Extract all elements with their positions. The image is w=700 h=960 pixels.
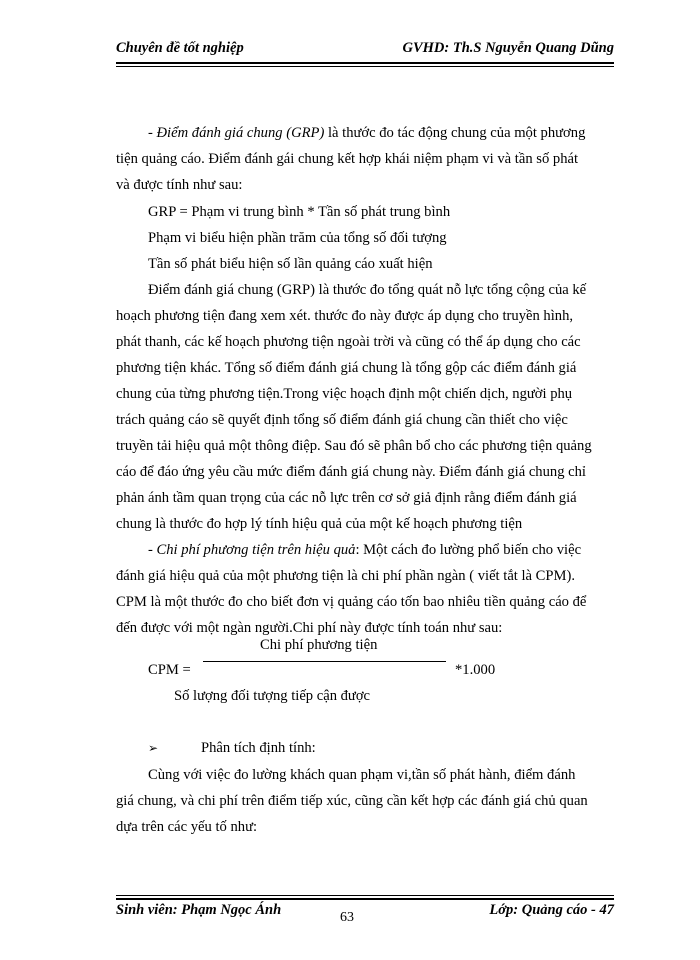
grp-intro-text: là thước đo tác động chung của một phương — [324, 125, 586, 141]
paragraph-line: Điểm đánh giá chung (GRP) là thước đo tổng quát nỗ lực tổng cộng của kế — [148, 282, 587, 298]
qualitative-heading: Phân tích định tính: — [201, 740, 316, 756]
grp-definition-reach: Phạm vi biểu hiện phần trăm của tổng số đối tượng — [148, 230, 447, 246]
formula-numerator: Chi phí phương tiện — [260, 637, 378, 653]
grp-formula: GRP = Phạm vi trung bình * Tần số phát trung bình — [148, 204, 451, 220]
formula-multiplier: *1.000 — [455, 662, 496, 678]
cpm-intro-text: : Một cách đo lường phổ biến cho việc — [355, 542, 582, 558]
footer-rule — [116, 898, 614, 900]
paragraph-line: hoạch phương tiện đang xem xét. thước đo này được áp dụng cho truyền hình, — [116, 308, 574, 324]
header-rule-thin — [116, 66, 614, 67]
grp-line-2: tiện quảng cáo. Điểm đánh gái chung kết hợp khái niệm phạm vi và tần số phát — [116, 151, 579, 167]
cpm-term: - Chi phí phương tiện trên hiệu quả — [148, 542, 356, 558]
footer-class: Lớp: Quảng cáo - 47 — [489, 902, 614, 918]
formula-denominator: Số lượng đối tượng tiếp cận được — [174, 688, 371, 704]
qualitative-line: Cùng với việc đo lường khách quan phạm vi,tần số phát hành, điểm đánh — [148, 767, 576, 783]
header-rule — [116, 62, 614, 64]
grp-line-3: và được tính như sau: — [116, 177, 243, 193]
grp-intro-line — [148, 121, 585, 147]
header-advisor: GVHD: Th.S Nguyễn Quang Dũng — [402, 40, 614, 56]
cpm-intro-line — [148, 538, 581, 564]
qualitative-line: dựa trên các yếu tố như: — [116, 819, 258, 835]
grp-term: - Điểm đánh giá chung (GRP) — [148, 125, 325, 141]
qualitative-line: giá chung, và chi phí trên điểm tiếp xúc, cũng cần kết hợp các đánh giá chủ quan — [116, 793, 588, 809]
page-footer — [116, 902, 614, 926]
paragraph-line: trách quảng cáo sẽ quyết định tổng số điểm đánh giá chung cần thiết cho việc — [116, 412, 568, 428]
footer-student: Sinh viên: Phạm Ngọc Ánh — [116, 902, 282, 918]
paragraph-line: truyền tải hiệu quả một thông điệp. Sau đó sẽ phân bổ cho các phương tiện quảng — [116, 438, 592, 454]
qualitative-heading-line — [148, 736, 158, 762]
page-header — [116, 40, 614, 64]
grp-definition-frequency: Tần số phát biểu hiện số lần quảng cáo xuất hiện — [148, 256, 433, 272]
cpm-line: CPM là một thước đo cho biết đơn vị quảng cáo tốn bao nhiêu tiền quảng cáo để — [116, 594, 587, 610]
paragraph-line: chung của từng phương tiện.Trong việc hoạch định một chiến dịch, người phụ — [116, 386, 573, 402]
paragraph-line: phát thanh, các kế hoạch phương tiện ngoài trời và cũng có thể áp dụng cho các — [116, 334, 581, 350]
cpm-line: đánh giá hiệu quả của một phương tiện là chi phí phần ngàn ( viết tắt là CPM). — [116, 568, 576, 584]
arrow-bullet-icon: ➢ — [148, 741, 159, 755]
page-number: 63 — [340, 910, 354, 925]
paragraph-line: phương tiện khác. Tổng số điểm đánh giá chung là tổng gộp các điểm đánh giá — [116, 360, 577, 376]
footer-rule-thin — [116, 895, 614, 896]
header-title: Chuyên đề tốt nghiệp — [116, 40, 244, 56]
paragraph-line: phản ánh tầm quan trọng của các nỗ lực trên cơ sở giả định rằng điểm đánh giá — [116, 490, 577, 506]
paragraph-line: chung là thước đo hợp lý tính hiệu quả của một kế hoạch phương tiện — [116, 516, 523, 532]
cpm-line: đến được với một ngàn người.Chi phí này được tính toán như sau: — [116, 620, 503, 636]
fraction-bar — [203, 661, 446, 662]
paragraph-line: cáo để đáo ứng yêu cầu mức điểm đánh giá chung này. Điểm đánh giá chung chỉ — [116, 464, 586, 480]
formula-lhs: CPM = — [148, 662, 191, 678]
